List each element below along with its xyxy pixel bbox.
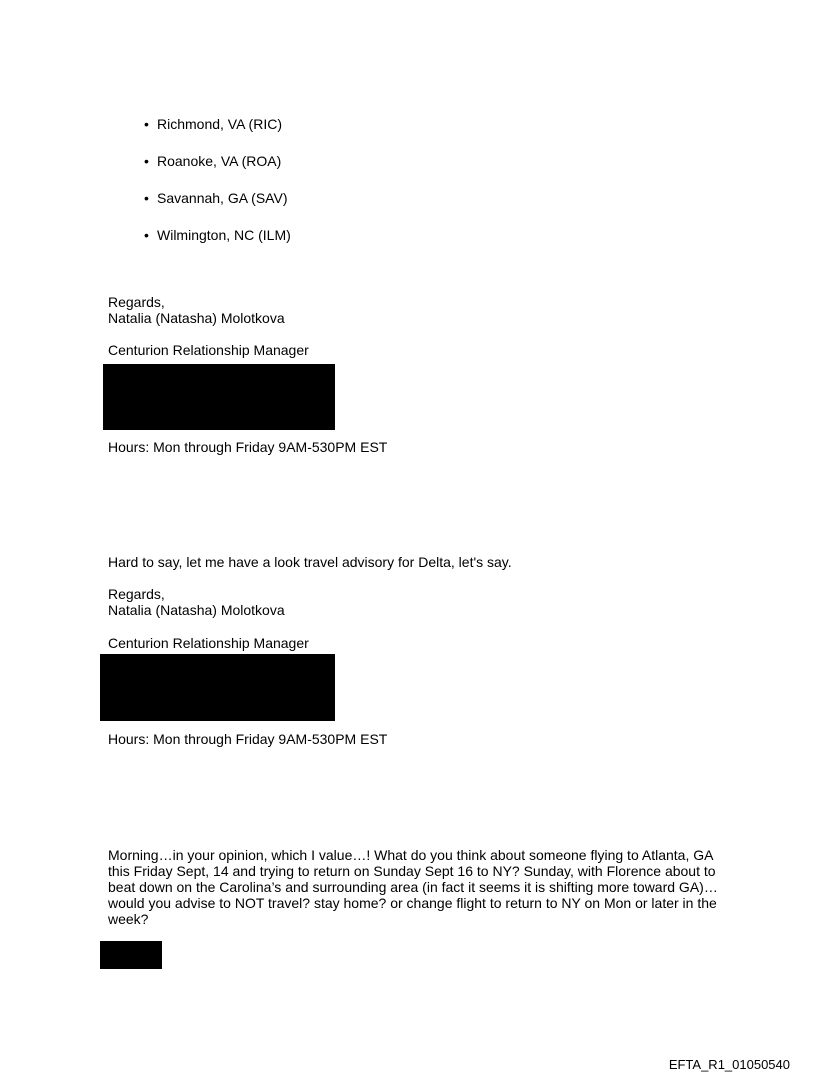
list-item	[144, 227, 291, 264]
sender-name: Natalia (Natasha) Molotkova	[108, 602, 285, 618]
airport-name: Roanoke, VA (ROA)	[157, 153, 282, 169]
airport-name: Wilmington, NC (ILM)	[157, 227, 291, 243]
airport-list	[144, 116, 291, 264]
sender-name: Natalia (Natasha) Molotkova	[108, 310, 285, 326]
sender-title: Centurion Relationship Manager	[108, 342, 309, 358]
airport-name: Savannah, GA (SAV)	[157, 190, 288, 206]
airport-name: Richmond, VA (RIC)	[157, 116, 282, 132]
regards-text: Regards,	[108, 294, 165, 310]
hours-text: Hours: Mon through Friday 9AM-530PM EST	[108, 439, 388, 455]
document-id: EFTA_R1_01050540	[668, 1057, 790, 1072]
redaction-box	[103, 364, 335, 430]
list-item	[144, 153, 291, 190]
redaction-box	[100, 941, 162, 969]
bullet-icon: •	[144, 116, 149, 132]
list-item	[144, 116, 291, 153]
message-text: Morning…in your opinion, which I value…! What do you think about someone flying to Atlanta, GA this Friday Sept, 14 and trying to return on Sunday Sept 16 to NY? Sunday, with Florence about to beat down on the Carolina’s and surrounding area (in fact it seems it is shifting more toward GA)…would you advise to NOT travel? stay home? or change flight to return to NY on Mon or later in the week?	[108, 847, 718, 927]
message-text: Hard to say, let me have a look travel advisory for Delta, let's say.	[108, 554, 512, 570]
sender-title: Centurion Relationship Manager	[108, 635, 309, 651]
bullet-icon: •	[144, 153, 149, 169]
hours-text: Hours: Mon through Friday 9AM-530PM EST	[108, 731, 388, 747]
bullet-icon: •	[144, 190, 149, 206]
bullet-icon: •	[144, 227, 149, 243]
regards-text: Regards,	[108, 586, 165, 602]
redaction-box	[100, 654, 335, 721]
list-item	[144, 190, 291, 227]
